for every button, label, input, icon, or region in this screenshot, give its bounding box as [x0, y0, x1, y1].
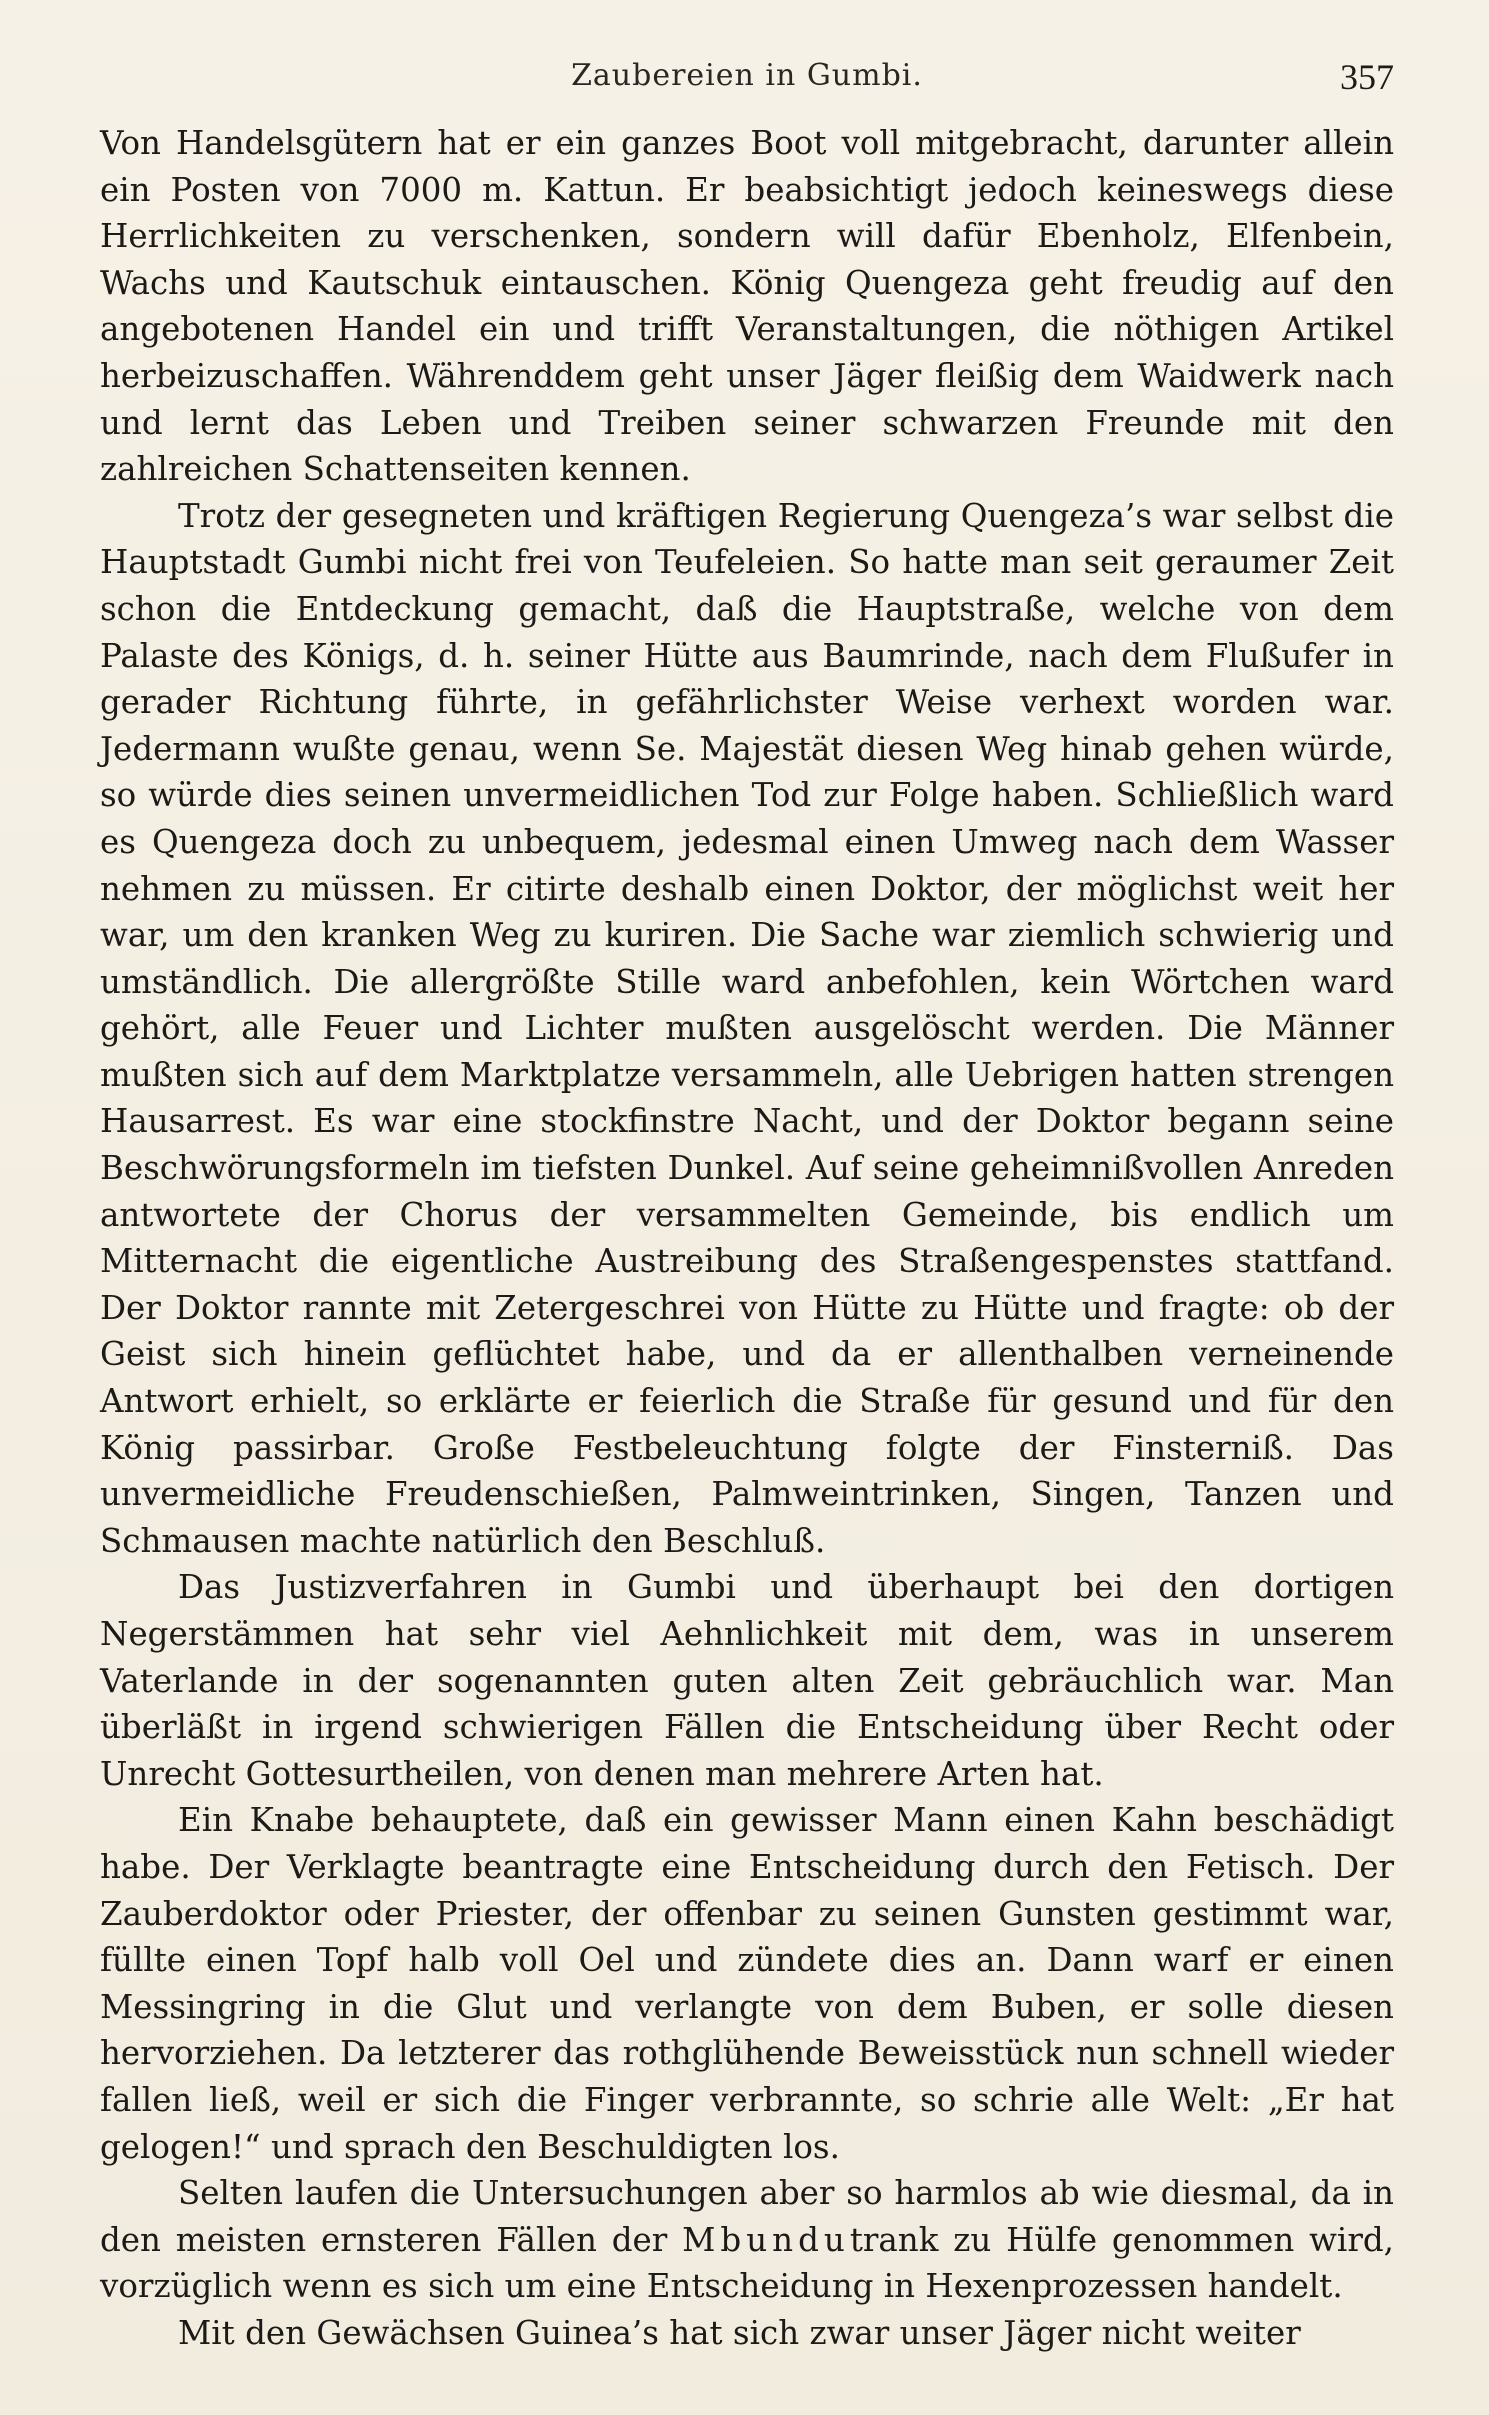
- paragraph-plants: Mit den Gewächsen Guinea’s hat sich zwar unser Jäger nicht weiter: [178, 2313, 1301, 2352]
- page-header: [100, 58, 1394, 108]
- paragraph-haunted-street: Trotz der gesegneten und kräftigen Regierung Quengeza’s war selbst die Hauptstadt Gumbi nicht frei von Teufeleien. So hatte man seit geraumer Zeit schon die Entdeckung gemacht, daß die Hauptstraße, welche von dem Palaste des Königs, d. h. seiner Hütte aus Baumrinde, nach dem Flußufer in gerader Richtung führte, in gefährlichster Weise verhext worden war. Jedermann wußte genau, wenn Se. Majestät diesen Weg hinab gehen würde, so würde dies seinen unvermeidlichen Tod zur Folge haben. Schließlich ward es Quengeza doch zu unbequem, jedesmal einen Umweg nach dem Wasser nehmen zu müssen. Er citirte deshalb einen Doktor, der möglichst weit her war, um den kranken Weg zu kuriren. Die Sache war ziemlich schwierig und umständlich. Die allergrößte Stille ward anbefohlen, kein Wörtchen ward gehört, alle Feuer und Lichter mußten ausgelöscht werden. Die Männer mußten sich auf dem Marktplatze versammeln, alle Uebrigen hatten strengen Hausarrest. Es war eine stockfinstre Nacht, und der Doktor begann seine Beschwörungsformeln im tiefsten Dunkel. Auf seine geheimnißvollen Anreden antwortete der Chorus der versammelten Gemeinde, bis endlich um Mitternacht die eigentliche Austreibung des Straßengespenstes stattfand. Der Doktor rannte mit Zetergeschrei von Hütte zu Hütte und fragte: ob der Geist sich hinein geflüchtet habe, und da er allenthalben verneinende Antwort erhielt, so erklärte er feierlich die Straße für gesund und für den König passirbar. Große Festbeleuchtung folgte der Finsterniß. Das unvermeidliche Freudenschießen, Palmweintrinken, Singen, Tanzen und Schmausen machte natürlich den Beschluß.: [100, 496, 1394, 1560]
- paragraph-justice: Das Justizverfahren in Gumbi und überhaupt bei den dortigen Negerstämmen hat sehr viel Aehnlichkeit mit dem, was in unserem Vaterlande in der sogenannten guten alten Zeit gebräuchlich war. Man überläßt in irgend schwierigen Fällen die Entscheidung über Recht oder Unrecht Gottesurtheilen, von denen man mehrere Arten hat.: [100, 1568, 1394, 1793]
- body-text: [100, 120, 1394, 2357]
- running-head: Zaubereien in Gumbi.: [571, 58, 923, 93]
- mbundu-term: Mbundu: [682, 2220, 850, 2259]
- paragraph-trade-goods: Von Handelsgütern hat er ein ganzes Boot voll mitgebracht, darunter allein ein Posten von 7000 m. Kattun. Er beabsichtigt jedoch keineswegs diese Herrlichkeiten zu verschenken, sondern will dafür Ebenholz, Elfenbein, Wachs und Kautschuk eintauschen. König Quengeza geht freudig auf den angebotenen Handel ein und trifft Veranstaltungen, die nöthigen Artikel herbeizuschaffen. Währenddem geht unser Jäger fleißig dem Waidwerk nach und lernt das Leben und Treiben seiner schwarzen Freunde mit den zahlreichen Schattenseiten kennen.: [100, 124, 1394, 489]
- page-number: 357: [1340, 57, 1394, 97]
- paragraph-mbundu: [100, 2170, 1394, 2310]
- paragraph-mbundu-before: Selten laufen die Untersuchungen aber so harmlos ab wie diesmal, da in den meisten ernsteren Fällen der: [100, 2174, 1394, 2259]
- paragraph-ordeal: Ein Knabe behauptete, daß ein gewisser Mann einen Kahn beschädigt habe. Der Verklagte beantragte eine Entscheidung durch den Fetisch. Der Zauberdoktor oder Priester, der offenbar zu seinen Gunsten gestimmt war, füllte einen Topf halb voll Oel und zündete dies an. Dann warf er einen Messingring in die Glut und verlangte von dem Buben, er solle diesen hervorziehen. Da letzterer das rothglühende Beweisstück nun schnell wieder fallen ließ, weil er sich die Finger verbrannte, so schrie alle Welt: „Er hat gelogen!“ und sprach den Beschuldigten los.: [100, 1801, 1394, 2166]
- paragraph-mbundu-after: trank zu Hülfe genommen wird, vorzüglich wenn es sich um eine Entscheidung in Hexenprozessen handelt.: [100, 2220, 1394, 2306]
